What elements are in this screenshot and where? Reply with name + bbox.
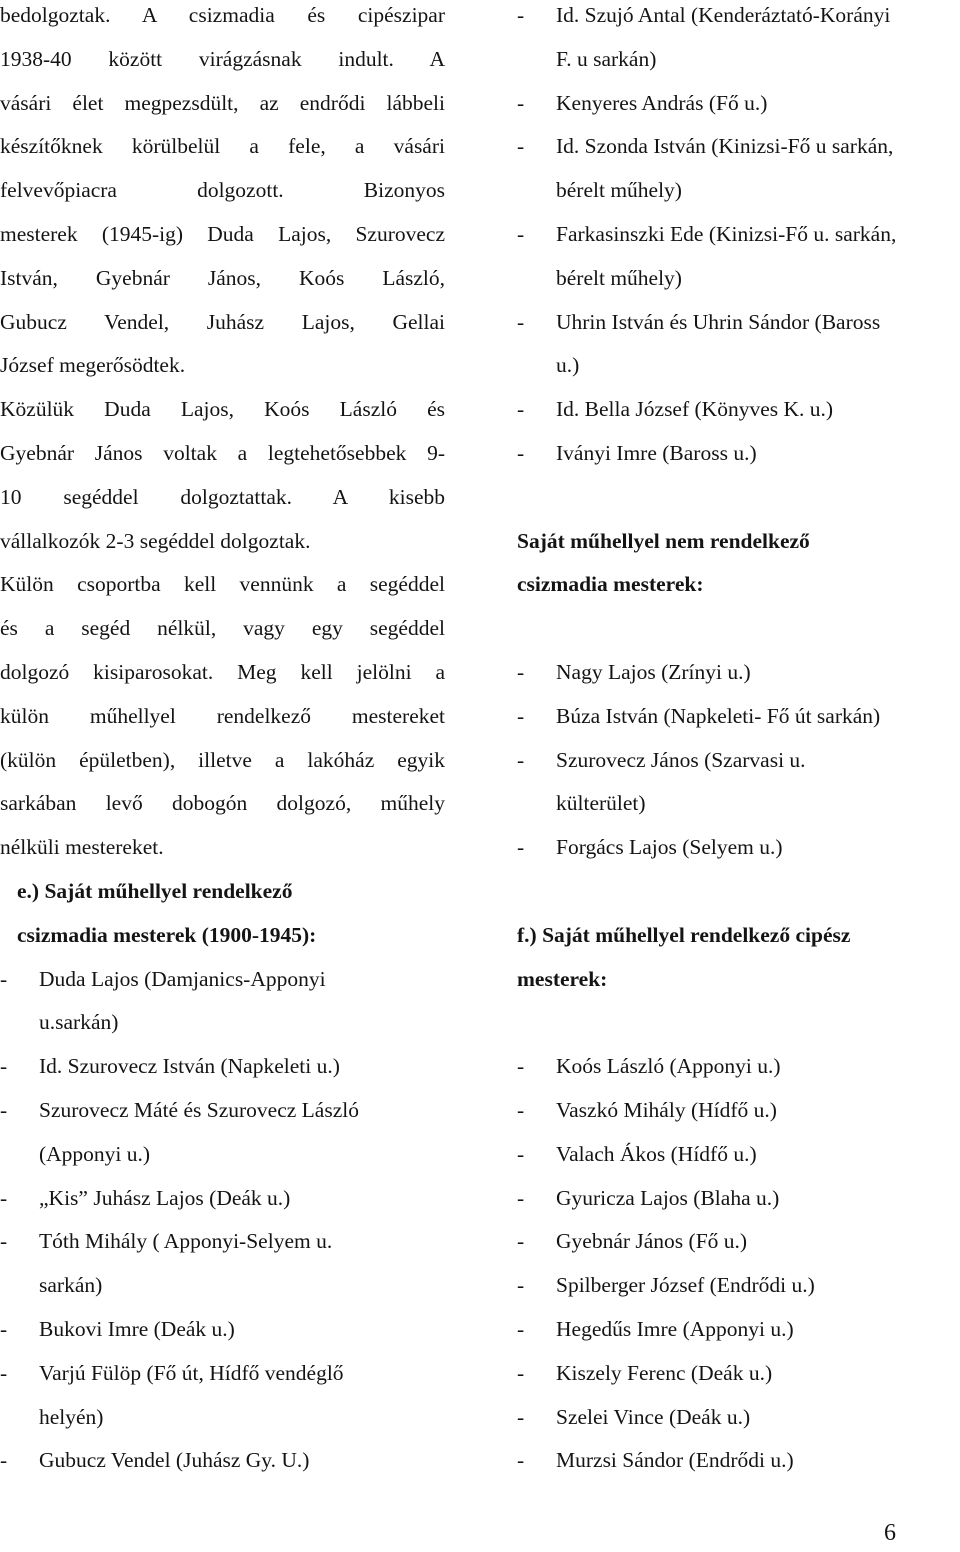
- section-heading-e: [0, 876, 445, 964]
- list-dash: -: [517, 1360, 525, 1385]
- list-dash: -: [517, 1316, 525, 1341]
- list-item: [0, 1095, 445, 1139]
- spacer: [517, 482, 957, 526]
- heading-line: mesterek:: [517, 966, 608, 991]
- list-item-text: Hegedűs Imre (Apponyi u.): [556, 1316, 794, 1341]
- list-item: [0, 1051, 445, 1095]
- list-item: [517, 1051, 957, 1095]
- paragraph-line: és a segéd nélkül, vagy egy segéddel: [0, 616, 445, 641]
- right-column: [517, 0, 957, 1489]
- list-dash: -: [517, 134, 525, 159]
- list-item: [517, 131, 957, 175]
- paragraph-line: 10 segéddel dolgoztattak. A kisebb: [0, 484, 445, 509]
- list-item-text: Id. Szurovecz István (Napkeleti u.): [39, 1054, 340, 1079]
- list-dash: -: [517, 309, 525, 334]
- list-item: [517, 1183, 957, 1227]
- list-item-text: bérelt műhely): [556, 178, 682, 203]
- paragraph-line: Külön csoportba kell vennünk a segéddel: [0, 572, 445, 597]
- list-item-text: Id. Szonda István (Kinizsi-Fő u sarkán,: [556, 134, 894, 159]
- list-dash: -: [517, 835, 525, 860]
- list-dash: -: [0, 1448, 8, 1473]
- paragraph-line: felvevőpiacra dolgozott. Bizonyos: [0, 178, 445, 203]
- list-item: [517, 1095, 957, 1139]
- paragraph-line: Közülük Duda Lajos, Koós László és: [0, 397, 445, 422]
- list-item-text: sarkán): [39, 1273, 103, 1298]
- list-item: [517, 88, 957, 132]
- list-item-text: Gyebnár János (Fő u.): [556, 1229, 748, 1254]
- heading-line: e.) Saját műhellyel rendelkező: [17, 878, 293, 903]
- list-item: [517, 307, 957, 351]
- body-paragraph: [0, 0, 445, 876]
- list-dash: -: [0, 1360, 8, 1385]
- list-dash: -: [517, 1054, 525, 1079]
- section-heading-no-workshop: [517, 526, 957, 614]
- paragraph-line: István, Gyebnár János, Koós László,: [0, 265, 445, 290]
- heading-line: csizmadia mesterek (1900-1945):: [17, 922, 317, 947]
- list-item: [0, 964, 445, 1008]
- list-item-text: Uhrin István és Uhrin Sándor (Baross: [556, 309, 881, 334]
- list-dash: -: [0, 1054, 8, 1079]
- list-item: [517, 438, 957, 482]
- list-item: [517, 832, 957, 876]
- paragraph-line: József megerősödtek.: [0, 353, 186, 378]
- list-item: [517, 701, 957, 745]
- list-item: [0, 1007, 445, 1051]
- list-item: [517, 1445, 957, 1489]
- list-item-text: Murzsi Sándor (Endrődi u.): [556, 1448, 794, 1473]
- paragraph-line: (külön épületben), illetve a lakóház egyik: [0, 747, 445, 772]
- list-item-text: Búza István (Napkeleti- Fő út sarkán): [556, 703, 881, 728]
- list-item: [0, 1139, 445, 1183]
- paragraph-line: Gyebnár János voltak a legtehetősebbek 9-: [0, 440, 445, 465]
- list-item-text: F. u sarkán): [556, 46, 657, 71]
- heading-line: csizmadia mesterek:: [517, 572, 704, 597]
- list-dash: -: [517, 1097, 525, 1122]
- list-item-text: külterület): [556, 791, 646, 816]
- list-dash: -: [517, 90, 525, 115]
- paragraph-line: sarkában levő dobogón dolgozó, műhely: [0, 791, 445, 816]
- heading-line: f.) Saját műhellyel rendelkező cipész: [517, 922, 851, 947]
- list-item-text: Tóth Mihály ( Apponyi-Selyem u.: [39, 1229, 333, 1254]
- list-item-text: Id. Szujó Antal (Kenderáztató-Korányi: [556, 3, 891, 27]
- list-item-text: „Kis” Juhász Lajos (Deák u.): [39, 1185, 291, 1210]
- paragraph-line: 1938-40 között virágzásnak indult. A: [0, 46, 445, 71]
- list-dash: [517, 263, 556, 307]
- list-item: [517, 1358, 957, 1402]
- master-list-e: [0, 964, 445, 1490]
- list-item-text: Spilberger József (Endrődi u.): [556, 1273, 815, 1298]
- list-item: [517, 1314, 957, 1358]
- list-dash: -: [517, 221, 525, 246]
- list-dash: [517, 44, 556, 88]
- list-dash: [0, 1139, 39, 1183]
- list-item-text: Iványi Imre (Baross u.): [556, 440, 757, 465]
- paragraph-line: vállalkozók 2-3 segéddel dolgoztak.: [0, 528, 311, 553]
- list-dash: -: [0, 966, 8, 991]
- list-item: [517, 44, 957, 88]
- list-item: [517, 219, 957, 263]
- spacer: [517, 613, 957, 657]
- list-dash: [517, 350, 556, 394]
- heading-line: Saját műhellyel nem rendelkező: [517, 528, 810, 553]
- spacer: [517, 1007, 957, 1051]
- list-item: [0, 1402, 445, 1446]
- list-dash: -: [517, 397, 525, 422]
- list-item-text: bérelt műhely): [556, 265, 682, 290]
- list-item-text: Gubucz Vendel (Juhász Gy. U.): [39, 1448, 310, 1473]
- list-dash: [517, 175, 556, 219]
- list-dash: [0, 1402, 39, 1446]
- list-item: [517, 1139, 957, 1183]
- list-item-text: Bukovi Imre (Deák u.): [39, 1316, 235, 1341]
- list-dash: [0, 1270, 39, 1314]
- list-dash: -: [517, 1185, 525, 1210]
- list-item-text: Gyuricza Lajos (Blaha u.): [556, 1185, 780, 1210]
- list-item: [517, 788, 957, 832]
- list-item: [0, 1314, 445, 1358]
- list-dash: -: [0, 1229, 8, 1254]
- list-item-text: Forgács Lajos (Selyem u.): [556, 835, 783, 860]
- list-dash: -: [0, 1316, 8, 1341]
- list-dash: -: [0, 1185, 8, 1210]
- list-item: [0, 1183, 445, 1227]
- list-item-text: Szelei Vince (Deák u.): [556, 1404, 751, 1429]
- list-dash: -: [517, 1229, 525, 1254]
- list-item-text: Id. Bella József (Könyves K. u.): [556, 397, 834, 422]
- list-item: [517, 394, 957, 438]
- list-item: [517, 0, 957, 44]
- list-item: [0, 1226, 445, 1270]
- list-item-text: Kenyeres András (Fő u.): [556, 90, 768, 115]
- list-item-text: Szurovecz Máté és Szurovecz László: [39, 1097, 359, 1122]
- list-item: [517, 657, 957, 701]
- list-item: [517, 175, 957, 219]
- master-list-no-workshop: [517, 657, 957, 876]
- list-item: [0, 1358, 445, 1402]
- cobbler-list-f: [517, 1051, 957, 1489]
- list-item: [0, 1445, 445, 1489]
- section-heading-f: [517, 920, 957, 1008]
- list-item-text: u.): [556, 353, 580, 378]
- list-dash: [0, 1007, 39, 1051]
- paragraph-line: nélküli mestereket.: [0, 835, 164, 860]
- list-item-text: Varjú Fülöp (Fő út, Hídfő vendéglő: [39, 1360, 344, 1385]
- left-column: [0, 0, 445, 1489]
- list-item-text: Koós László (Apponyi u.): [556, 1054, 781, 1079]
- list-dash: -: [517, 703, 525, 728]
- paragraph-line: bedolgoztak. A csizmadia és cipészipar: [0, 3, 445, 27]
- paragraph-line: mesterek (1945-ig) Duda Lajos, Szurovecz: [0, 221, 445, 246]
- list-dash: -: [517, 1273, 525, 1298]
- list-dash: -: [517, 747, 525, 772]
- list-item-text: Kiszely Ferenc (Deák u.): [556, 1360, 773, 1385]
- list-dash: -: [517, 1141, 525, 1166]
- list-item-text: helyén): [39, 1404, 104, 1429]
- list-item-text: Nagy Lajos (Zrínyi u.): [556, 659, 751, 684]
- list-dash: [517, 788, 556, 832]
- list-item-text: Szurovecz János (Szarvasi u.: [556, 747, 806, 772]
- paragraph-line: dolgozó kisiparosokat. Meg kell jelölni a: [0, 659, 445, 684]
- list-item: [517, 1226, 957, 1270]
- paragraph-line: vásári élet megpezsdült, az endrődi lábbeli: [0, 90, 445, 115]
- list-item: [517, 263, 957, 307]
- paragraph-line: Gubucz Vendel, Juhász Lajos, Gellai: [0, 309, 445, 334]
- list-item-text: Farkasinszki Ede (Kinizsi-Fő u. sarkán,: [556, 221, 897, 246]
- list-item: [517, 350, 957, 394]
- list-item: [517, 1270, 957, 1314]
- list-item-text: (Apponyi u.): [39, 1141, 151, 1166]
- list-dash: -: [0, 1097, 8, 1122]
- paragraph-line: külön műhellyel rendelkező mestereket: [0, 703, 445, 728]
- master-list-e-continued: [517, 0, 957, 482]
- list-item-text: Duda Lajos (Damjanics-Apponyi: [39, 966, 326, 991]
- list-dash: -: [517, 1448, 525, 1473]
- list-item-text: Vaszkó Mihály (Hídfő u.): [556, 1097, 777, 1122]
- paragraph-line: készítőknek körülbelül a fele, a vásári: [0, 134, 445, 159]
- list-item: [0, 1270, 445, 1314]
- list-item-text: u.sarkán): [39, 1010, 119, 1035]
- list-item: [517, 745, 957, 789]
- list-dash: -: [517, 440, 525, 465]
- list-dash: -: [517, 1404, 525, 1429]
- list-item-text: Valach Ákos (Hídfő u.): [556, 1141, 757, 1166]
- list-dash: -: [517, 659, 525, 684]
- list-dash: -: [517, 3, 525, 27]
- list-item: [517, 1402, 957, 1446]
- page-number: 6: [884, 1520, 896, 1546]
- spacer: [517, 876, 957, 920]
